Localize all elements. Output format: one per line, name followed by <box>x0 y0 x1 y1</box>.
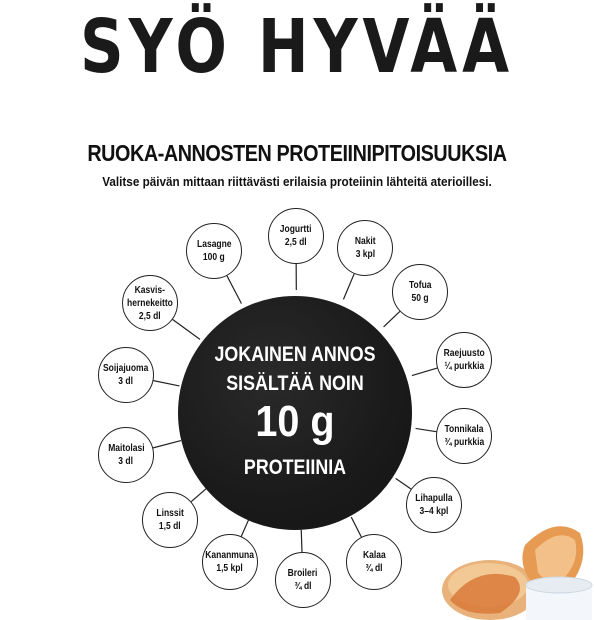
center-amount: 10 g <box>255 397 335 446</box>
food-portion: ¾ purkkia <box>444 437 484 448</box>
center-line-3: PROTEIINIA <box>243 456 347 479</box>
connector-line <box>384 311 400 327</box>
food-circle <box>436 332 492 388</box>
food-circle <box>98 347 154 403</box>
page-title: SYÖ HYVÄÄ <box>80 4 514 90</box>
food-portion: ¾ dl <box>294 581 312 592</box>
food-name: Linssit <box>156 508 184 519</box>
food-name: Tofua <box>408 280 432 291</box>
food-circle <box>392 264 448 320</box>
food-circle <box>122 275 178 331</box>
connector-line <box>351 517 361 537</box>
lead-text: Valitse päivän mittaan riittävästi erilaisia proteiinin lähteitä aterioillesi. <box>102 174 492 189</box>
connector-line <box>227 276 242 304</box>
food-circle <box>275 552 331 608</box>
food-circle <box>186 223 242 279</box>
food-photo-decoration <box>430 505 594 620</box>
center-line-1: JOKAINEN ANNOS <box>214 343 376 366</box>
food-name: Soijajuoma <box>103 363 149 374</box>
food-name: Kananmuna <box>205 550 255 561</box>
connector-line <box>301 530 302 552</box>
food-portion: 2,5 dl <box>139 310 161 322</box>
page-subtitle: RUOKA-ANNOSTEN PROTEIINIPITOISUUKSIA <box>87 140 507 166</box>
food-circle <box>337 220 393 276</box>
food-name: Jogurtti <box>280 224 312 235</box>
food-name: Kalaa <box>362 550 386 561</box>
food-portion: ¼ purkkia <box>444 361 484 372</box>
food-name: Raejuusto <box>443 348 485 359</box>
connector-line <box>412 368 437 376</box>
food-portion: 50 g <box>411 293 429 304</box>
food-name: Nakit <box>354 236 376 247</box>
food-circle <box>142 492 198 548</box>
connector-line <box>153 441 181 448</box>
connector-line <box>396 478 411 489</box>
center-line-2: SISÄLTÄÄ NOIN <box>226 372 364 395</box>
food-portion: 1,5 kpl <box>216 563 244 574</box>
food-portion: 2,5 dl <box>285 237 307 248</box>
food-portion: 3 dl <box>118 456 134 467</box>
food-name: Kasvis- <box>134 284 166 296</box>
food-name: Lasagne <box>196 239 232 250</box>
food-name: hernekeitto <box>127 297 173 309</box>
food-portion: 3–4 kpl <box>419 506 449 517</box>
food-portion: 3 dl <box>118 376 134 387</box>
connector-line <box>416 428 437 431</box>
connector-line <box>173 319 200 339</box>
food-portion: ¾ dl <box>365 563 383 574</box>
food-name: Lihapulla <box>415 493 453 504</box>
food-name: Maitolasi <box>107 443 145 454</box>
food-portion: 3 kpl <box>355 249 375 260</box>
connector-line <box>241 520 248 537</box>
connector-line <box>343 274 354 300</box>
food-portion: 100 g <box>203 252 225 263</box>
food-circle <box>202 534 258 590</box>
food-name: Broileri <box>288 568 318 579</box>
food-circle <box>346 534 402 590</box>
food-circle <box>98 427 154 483</box>
connector-line <box>153 381 179 386</box>
food-circle <box>436 408 492 464</box>
connector-line <box>191 489 206 502</box>
food-circle <box>268 208 324 264</box>
food-name: Tonnikala <box>444 424 484 435</box>
food-portion: 1,5 dl <box>159 521 181 532</box>
